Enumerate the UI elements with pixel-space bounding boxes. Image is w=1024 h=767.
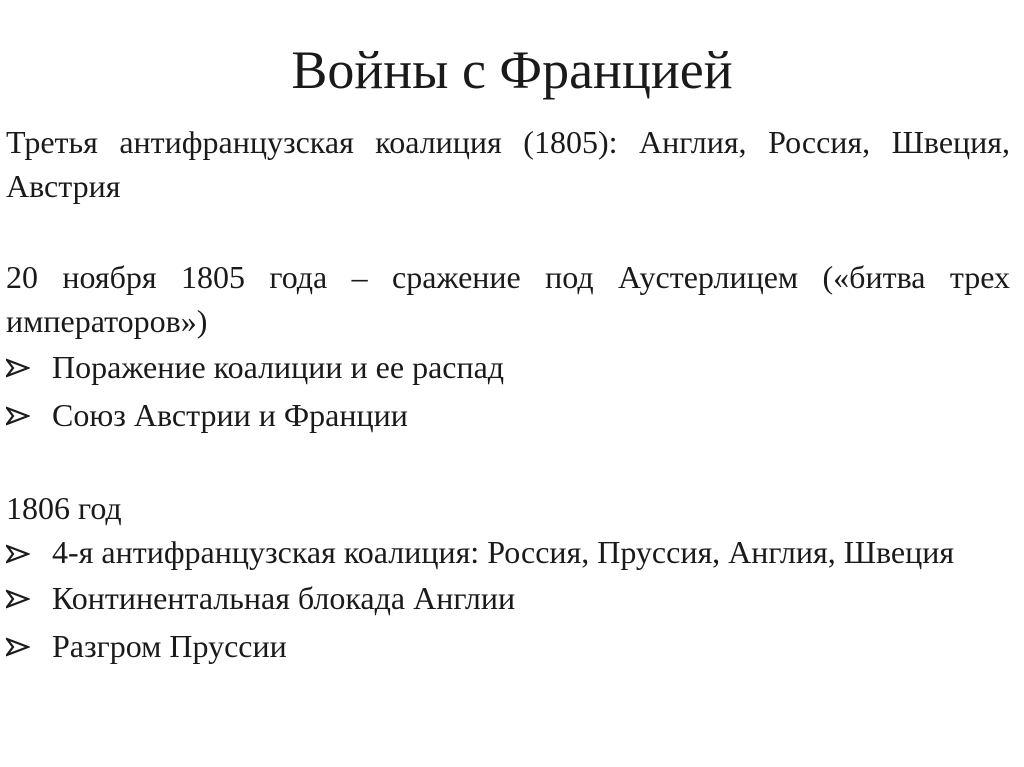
austerlitz-bullet-list: [6, 343, 1010, 439]
austerlitz-paragraph: 20 ноября 1805 года – сражение под Аустерлицем («битва трех императоров»): [6, 259, 1010, 339]
bullet-text: 4-я антифранцузская коалиция: Россия, Пруссия, Англия, Швеция: [52, 534, 955, 570]
arrow-bullet-icon: [6, 406, 30, 426]
year-1806-bullet-list: [6, 530, 1010, 670]
arrow-bullet-icon: [6, 637, 30, 657]
list-item: [6, 343, 1010, 391]
list-item: [6, 530, 1010, 574]
slide-content: [6, 120, 1010, 670]
bullet-text: Континентальная блокада Англии: [52, 580, 516, 616]
arrow-bullet-icon: [6, 544, 30, 564]
slide-title: Войны с Францией: [291, 40, 733, 100]
bullet-text: Поражение коалиции и ее распад: [52, 349, 505, 385]
list-item: [6, 622, 1010, 670]
arrow-bullet-icon: [6, 589, 30, 609]
spacer: [6, 439, 1010, 486]
bullet-text: Разгром Пруссии: [52, 628, 287, 664]
year-1806-paragraph: 1806 год: [6, 490, 122, 526]
list-item: [6, 391, 1010, 439]
coalition-paragraph: Третья антифранцузская коалиция (1805): Англия, Россия, Швеция, Австрия: [6, 124, 1010, 204]
spacer: [6, 208, 1010, 255]
list-item: [6, 574, 1010, 622]
bullet-text: Союз Австрии и Франции: [52, 397, 408, 433]
arrow-bullet-icon: [6, 358, 30, 378]
